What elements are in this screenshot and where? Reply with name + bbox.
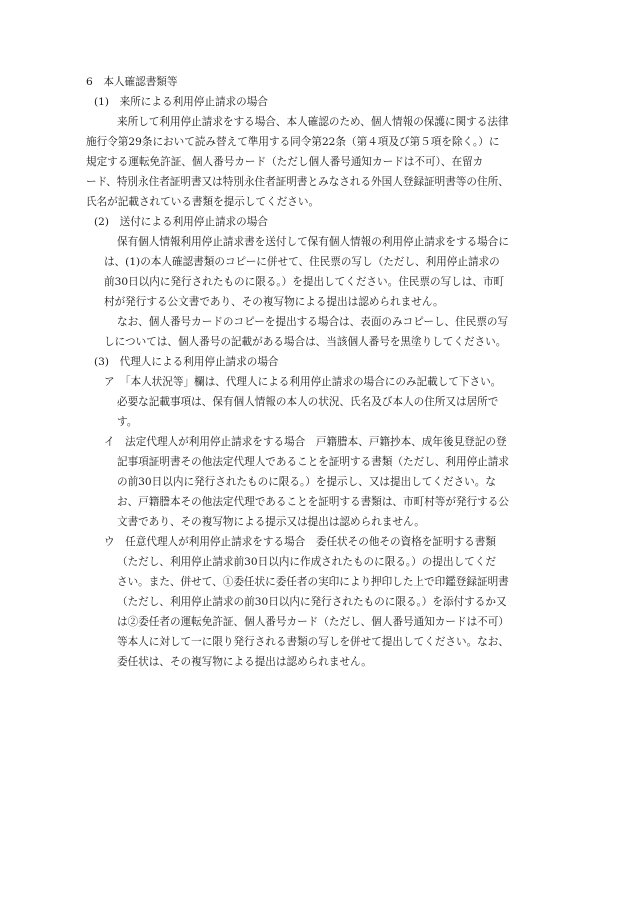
paragraph-line: 施行令第29条において読み替えて準用する同令第22条（第４項及び第５項を除く。）に — [86, 136, 500, 148]
paragraph-line: しについては、個人番号の記載がある場合は、当該個人番号を黒塗りしてください。 — [104, 336, 507, 348]
item-i-line: の前30日以内に発行されたものに限る。）を提示し、又は提出してください。な — [117, 476, 496, 488]
item-i-line: イ 法定代理人が利用停止請求をする場合 戸籍謄本、戸籍抄本、成年後見登記の登 — [104, 436, 507, 448]
item-i-line: 記事項証明書その他法定代理人であることを証明する書類（ただし、利用停止請求 — [117, 456, 509, 468]
paragraph-line: は、(1)の本人確認書類のコピーに併せて、住民票の写し（ただし、利用停止請求の — [104, 256, 500, 268]
item-u-line: （ただし、利用停止請求の前30日以内に発行されたものに限る。）を添付するか又 — [117, 596, 507, 608]
section-heading: 6 本人確認書類等 — [86, 76, 178, 88]
item-a-line: ア 「本人状況等」欄は、代理人による利用停止請求の場合にのみ記載して下さい。 — [104, 376, 502, 388]
item-i-line: お、戸籍謄本その他法定代理であることを証明する書類は、市町村等が発行する公 — [117, 496, 509, 508]
subsection-1-heading: (1) 来所による利用停止請求の場合 — [94, 96, 268, 108]
paragraph-line: 氏名が記載されている書類を提示してください。 — [86, 196, 320, 208]
paragraph-line: 規定する運転免許証、個人番号カード（ただし個人番号通知カードは不可）、在留カ — [86, 156, 484, 168]
item-u-line: 等本人に対して一に限り発行される書類の写しを併せて提出してください。なお、 — [117, 636, 509, 648]
paragraph-line: 前30日以内に発行されたものに限る。）を提出してください。住民票の写しは、市町 — [104, 276, 505, 288]
subsection-2-heading: (2) 送付による利用停止請求の場合 — [94, 216, 268, 228]
item-u-line: は②委任者の運転免許証、個人番号カード（ただし、個人番号通知カードは不可） — [117, 616, 509, 628]
subsection-3-heading: (3) 代理人による利用停止請求の場合 — [94, 356, 279, 368]
item-a-line: す。 — [117, 416, 138, 428]
item-u-line: さい。また、併せて、①委任状に委任者の実印により押印した上で印鑑登録証明書 — [117, 576, 509, 588]
paragraph-line: 来所して利用停止請求をする場合、本人確認のため、個人情報の保護に関する法律 — [117, 116, 509, 128]
item-u-line: ウ 任意代理人が利用停止請求をする場合 委任状その他その資格を証明する書類 — [104, 536, 496, 548]
item-i-line: 文書であり、その複写物による提示又は提出は認められません。 — [117, 516, 425, 528]
paragraph-line: なお、個人番号カードのコピーを提出する場合は、表面のみコピーし、住民票の写 — [117, 316, 509, 328]
item-u-line: （ただし、利用停止請求前30日以内に作成されたものに限る。）の提出してくだ — [117, 556, 496, 568]
paragraph-line: 保有個人情報利用停止請求書を送付して保有個人情報の利用停止請求をする場合に — [117, 236, 509, 248]
item-u-line: 委任状は、その複写物による提出は認められません。 — [117, 656, 372, 668]
paragraph-line: 村が発行する公文書であり、その複写物による提出は認められません。 — [104, 296, 444, 308]
item-a-line: 必要な記載事項は、保有個人情報の本人の状況、氏名及び本人の住所又は居所で — [117, 396, 499, 408]
paragraph-line: ード、特別永住者証明書又は特別永住者証明書とみなされる外国人登録証明書等の住所、 — [86, 176, 509, 188]
